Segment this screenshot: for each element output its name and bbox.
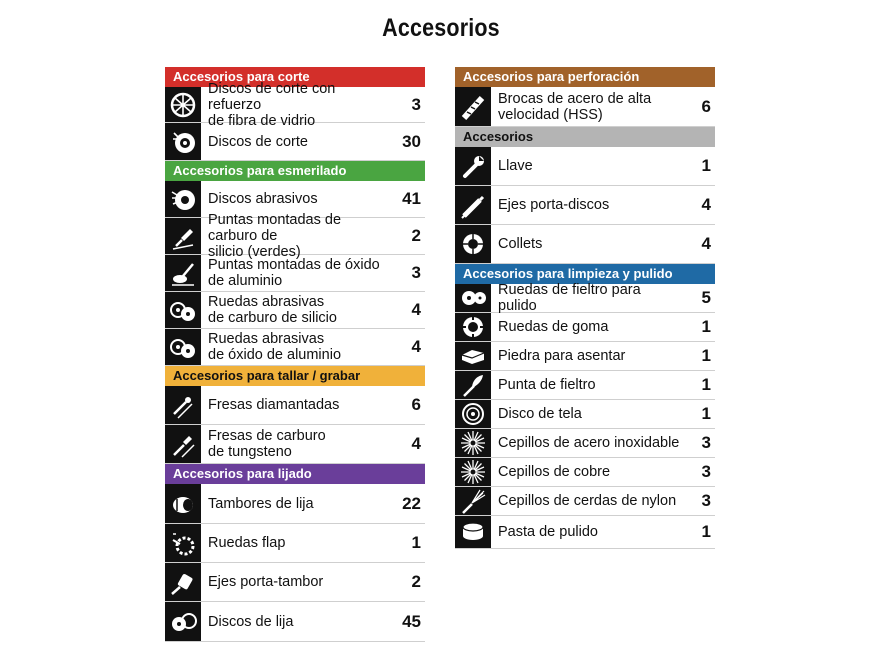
item-quantity: 4: [411, 300, 421, 319]
item-quantity: 2: [411, 226, 421, 245]
item-label: Brocas de acero de alta velocidad (HSS): [498, 90, 652, 123]
item-quantity: 2: [411, 572, 421, 591]
list-item: [165, 123, 425, 161]
list-item: [455, 147, 715, 186]
drill-bit-icon: [455, 87, 491, 126]
cloth-disc-icon: [455, 400, 491, 428]
item-quantity: 1: [701, 346, 711, 365]
list-item: [455, 429, 715, 458]
section-header: Accesorios para tallar / grabar: [165, 366, 425, 386]
item-label: Fresas diamantadas: [208, 397, 340, 413]
item-label: Puntas montadas de óxido de aluminio: [208, 257, 380, 289]
item-label: Ruedas flap: [208, 535, 286, 551]
section-header: Accesorios para perforación: [455, 67, 715, 87]
right-column: [455, 67, 715, 549]
item-label: Ruedas de fieltro para pulido: [498, 282, 641, 314]
grinding-wheel-icon: [165, 329, 201, 365]
item-label: Ruedas de goma: [498, 319, 609, 335]
cutting-disc-stack-icon: [165, 123, 201, 160]
item-label: Tambores de lija: [208, 495, 314, 512]
polishing-paste-icon: [455, 516, 491, 548]
item-quantity: 4: [701, 195, 711, 214]
item-label: Puntas montadas de carburo de silicio (verdes): [208, 212, 342, 260]
item-label: Cepillos de cobre: [498, 464, 611, 480]
item-quantity: 1: [701, 375, 711, 394]
item-label: Cepillos de cerdas de nylon: [498, 493, 677, 509]
list-item: [455, 225, 715, 264]
left-column: [165, 67, 425, 642]
item-quantity: 22: [402, 493, 421, 513]
mounted-point-ball-icon: [165, 255, 201, 291]
item-quantity: 3: [701, 433, 711, 452]
copper-brush-icon: [455, 458, 491, 486]
item-label: Cepillos de acero inoxidable: [498, 435, 680, 451]
nylon-brush-icon: [455, 487, 491, 515]
list-item: [165, 386, 425, 425]
item-quantity: 5: [701, 288, 711, 307]
item-quantity: 3: [411, 263, 421, 282]
item-label: Pasta de pulido: [498, 524, 598, 540]
section-header: Accesorios para lijado: [165, 464, 425, 484]
mounted-point-icon: [165, 218, 201, 254]
list-item: [455, 342, 715, 371]
list-item: [455, 371, 715, 400]
item-label: Disco de tela: [498, 406, 582, 422]
section-header: Accesorios para corte: [165, 67, 425, 87]
sharpening-stone-icon: [455, 342, 491, 370]
item-quantity: 1: [411, 533, 421, 552]
item-label: Ejes porta-discos: [498, 197, 610, 213]
diamond-bit-icon: [165, 386, 201, 424]
item-label: Llave: [498, 158, 533, 174]
mandrel-icon: [455, 186, 491, 224]
item-quantity: 41: [402, 189, 421, 208]
section-header: Accesorios: [455, 127, 715, 147]
item-quantity: 4: [411, 434, 421, 453]
drum-mandrel-icon: [165, 563, 201, 601]
section-header: Accesorios para limpieza y pulido: [455, 264, 715, 284]
item-quantity: 1: [701, 156, 711, 175]
list-item: [165, 602, 425, 642]
item-label: Collets: [498, 236, 543, 252]
grinding-wheel-icon: [165, 292, 201, 328]
item-label: Discos de corte con refuerzo de fibra de vidrio: [208, 80, 336, 129]
list-item: [455, 313, 715, 342]
abrasive-disc-icon: [165, 181, 201, 217]
list-item: [165, 292, 425, 329]
item-quantity: 1: [701, 522, 711, 541]
collet-icon: [455, 225, 491, 263]
item-label: Discos de lija: [208, 613, 294, 630]
list-item: [455, 87, 715, 127]
item-quantity: 3: [701, 462, 711, 481]
wrench-icon: [455, 147, 491, 185]
item-quantity: 6: [411, 395, 421, 414]
list-item: [455, 400, 715, 429]
item-quantity: 3: [701, 491, 711, 510]
list-item: [165, 80, 425, 129]
flap-wheel-icon: [165, 524, 201, 562]
item-label: Discos abrasivos: [208, 191, 318, 207]
item-quantity: 6: [701, 96, 711, 116]
page-title: Accesorios: [382, 14, 500, 42]
item-quantity: 30: [402, 131, 421, 151]
steel-brush-icon: [455, 429, 491, 457]
felt-tip-icon: [455, 371, 491, 399]
list-item: [165, 425, 425, 464]
list-item: [165, 329, 425, 366]
item-quantity: 4: [411, 337, 421, 356]
rubber-wheel-icon: [455, 313, 491, 341]
sanding-disc-icon: [165, 602, 201, 641]
item-quantity: 45: [402, 611, 421, 631]
item-label: Piedra para asentar: [498, 348, 626, 364]
item-label: Ejes porta-tambor: [208, 574, 324, 590]
item-label: Discos de corte: [208, 133, 308, 150]
item-quantity: 3: [411, 94, 421, 114]
item-label: Ruedas abrasivas de carburo de silicio: [208, 294, 337, 326]
list-item: [455, 487, 715, 516]
list-item: [165, 255, 425, 292]
carbide-bit-icon: [165, 425, 201, 463]
sanding-drum-icon: [165, 484, 201, 523]
cutting-disc-icon: [165, 87, 201, 122]
list-item: [165, 484, 425, 524]
item-label: Punta de fieltro: [498, 377, 596, 393]
list-item: [165, 212, 425, 260]
list-item: [455, 186, 715, 225]
section-header: Accesorios para esmerilado: [165, 161, 425, 181]
felt-wheel-icon: [455, 284, 491, 312]
list-item: [455, 284, 715, 313]
list-item: [165, 563, 425, 602]
item-quantity: 1: [701, 317, 711, 336]
item-label: Ruedas abrasivas de óxido de aluminio: [208, 331, 342, 363]
list-item: [165, 524, 425, 563]
item-label: Fresas de carburo de tungsteno: [208, 428, 326, 460]
item-quantity: 4: [701, 234, 711, 253]
list-item: [455, 458, 715, 487]
item-quantity: 1: [701, 404, 711, 423]
list-item: [455, 516, 715, 549]
